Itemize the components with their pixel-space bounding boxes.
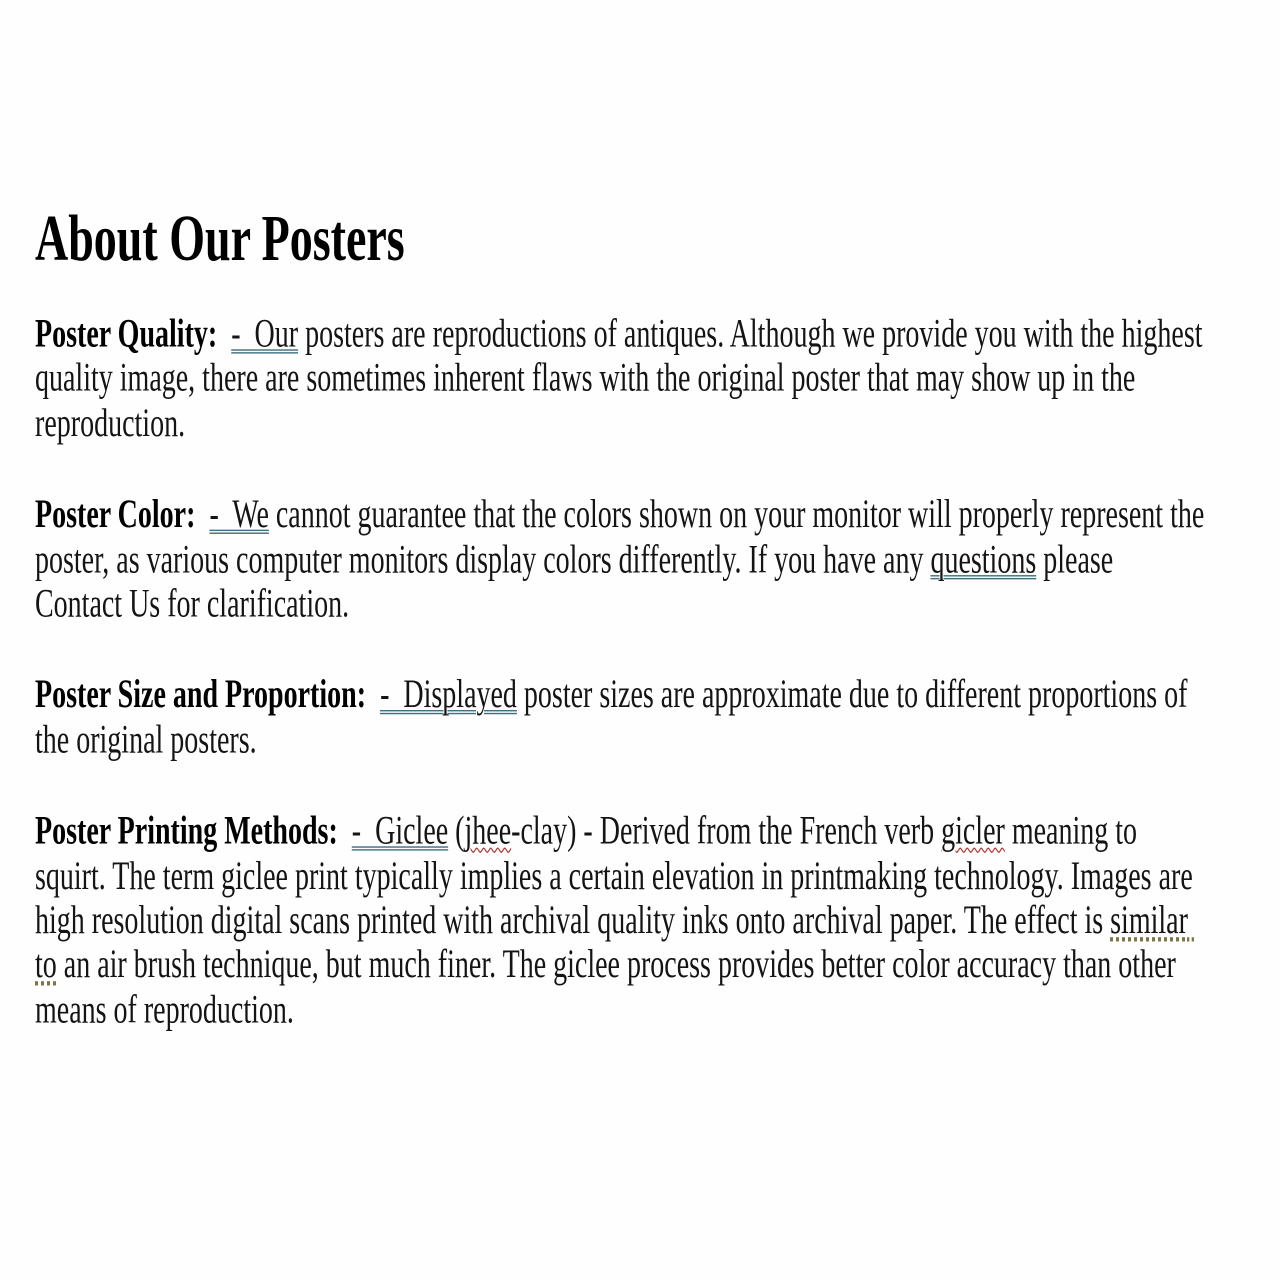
paragraph-text: posters are reproductions of antiques. Although we provide you with the highest quality image, there are sometimes inherent flaws with the original poster that may show up in the reproduction. xyxy=(35,312,1210,446)
paragraph-text: ( xyxy=(448,809,465,854)
label-poster-size: Poster Size and Proportion: xyxy=(35,673,381,718)
paragraph-text: poster sizes are approximate due to different proportions of the original posters. xyxy=(35,673,1195,763)
paragraph-text: please Contact Us for clarification. xyxy=(35,537,1121,627)
page-title: About Our Posters xyxy=(35,201,405,275)
grammar-dotted-phrase: similar to xyxy=(35,898,1195,988)
double-underlined-phrase: questions xyxy=(930,537,1037,582)
paragraph-poster-printing xyxy=(35,810,1207,1033)
double-underlined-phrase: - We xyxy=(209,493,269,538)
paragraph-poster-color xyxy=(35,493,1212,627)
paragraph-text: meaning to squirt. The term giclee print typically implies a certain elevation in printmaking technology. Images are high resolution digital scans printed with archival quality inks onto archival paper. The effect is xyxy=(35,809,1200,943)
double-underlined-phrase: - Giclee xyxy=(351,809,449,854)
paragraph-text: cannot guarantee that the colors shown on your monitor will properly represent the poster, as various computer monitors display colors differently. If you have any xyxy=(35,493,1212,582)
paragraph-poster-quality xyxy=(35,312,1210,446)
label-poster-quality: Poster Quality: xyxy=(35,312,232,357)
label-poster-printing: Poster Printing Methods: xyxy=(35,809,352,854)
paragraph-text: -clay) - Derived from the French verb xyxy=(511,809,942,854)
paragraph-text: an air brush technique, but much finer. The giclee process provides better color accuracy than other means of reproduction. xyxy=(35,943,1183,1033)
paragraph-poster-size xyxy=(35,674,1207,763)
label-poster-color: Poster Color: xyxy=(35,493,210,538)
misspelled-word-squiggle: gicler xyxy=(941,809,1005,854)
document-body xyxy=(0,201,1280,1280)
double-underlined-phrase: - Our xyxy=(231,312,299,357)
double-underlined-phrase: - Displayed xyxy=(380,673,517,718)
misspelled-word-squiggle: jhee xyxy=(464,809,512,854)
